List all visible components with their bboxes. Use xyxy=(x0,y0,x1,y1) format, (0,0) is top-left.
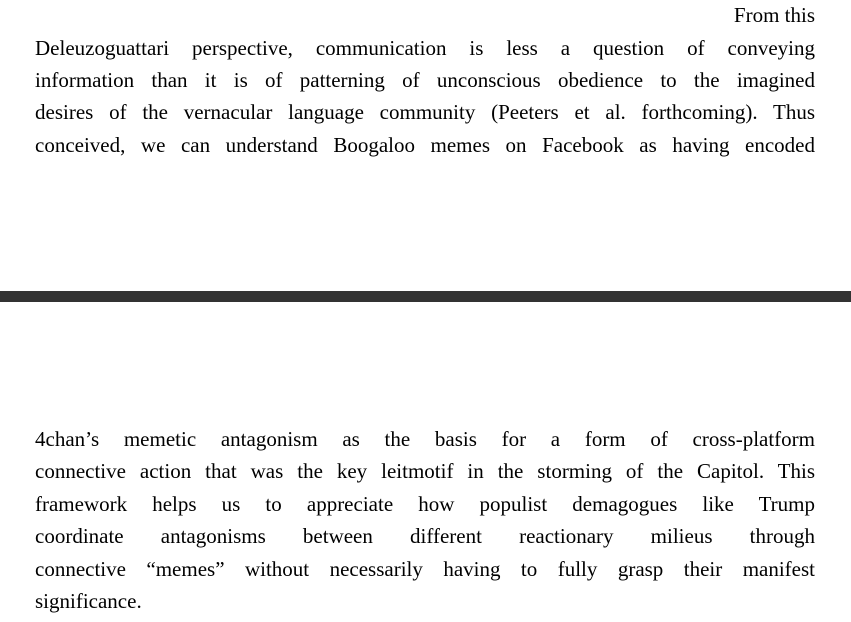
page-separator xyxy=(0,291,851,302)
page-bottom xyxy=(0,302,851,622)
text-line: connective “memes” without necessarily having to fully grasp their manifest xyxy=(35,557,815,581)
text-line: desires of the vernacular language community (Peeters et al. forthcoming). Thus xyxy=(35,100,815,124)
text-line: significance. xyxy=(35,589,142,613)
text-line: framework helps us to appreciate how populist demagogues like Trump xyxy=(35,492,815,516)
text-line: 4chan’s memetic antagonism as the basis for a form of cross-platform xyxy=(35,427,815,451)
text-line: Deleuzoguattari perspective, communication is less a question of conveying xyxy=(35,36,815,60)
text-line: From this xyxy=(733,3,815,27)
page-top xyxy=(0,0,851,291)
text-line: information than it is of patterning of unconscious obedience to the imagined xyxy=(35,68,815,92)
text-line: conceived, we can understand Boogaloo memes on Facebook as having encoded xyxy=(35,133,815,157)
text-line: coordinate antagonisms between different reactionary milieus through xyxy=(35,524,815,548)
text-line: connective action that was the key leitmotif in the storming of the Capitol. This xyxy=(35,459,815,483)
